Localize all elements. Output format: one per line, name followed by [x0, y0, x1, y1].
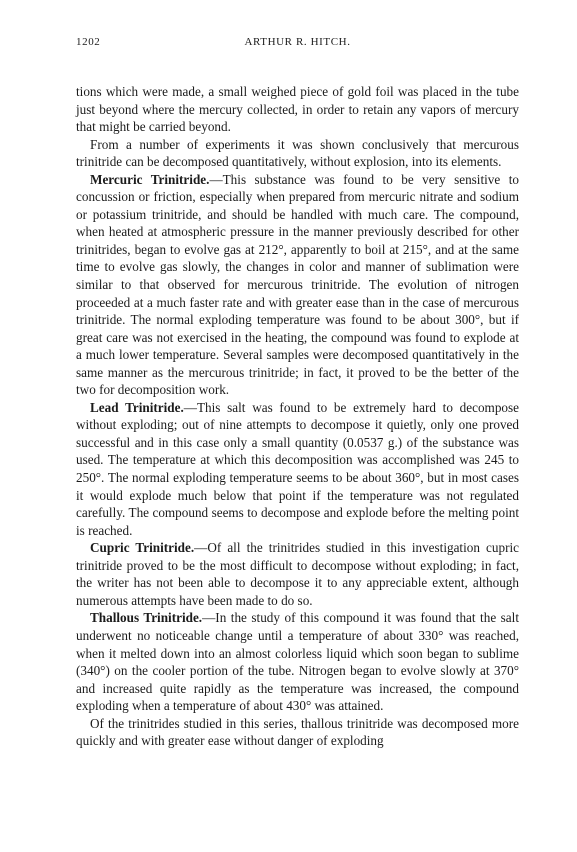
section-heading: Mercuric Trinitride. — [90, 171, 210, 187]
paragraph — [76, 136, 519, 171]
paragraph-text: Of the trinitrides studied in this series, thallous trinitride was decomposed more quickly and with greater ease without danger of exploding — [76, 715, 519, 749]
running-head: ARTHUR R. HITCH. — [244, 36, 351, 48]
paragraph — [76, 609, 519, 714]
paragraph — [76, 399, 519, 539]
section-heading: Lead Trinitride. — [90, 399, 184, 415]
section-heading: Cupric Trinitride. — [90, 540, 195, 556]
paragraph — [76, 539, 519, 609]
paragraph-text: —This substance was found to be very sensitive to concussion or friction, especially when prepared from mercuric nitrate and sodium or potassium trinitride, and should be handled with much care. The compound, when heated at atmospheric pressure in the manner previously described for other trinitrides, began to evolve gas at 212°, apparently to boil at 215°, and at the same time to evolve gas slowly, the changes in color and manner of sublimation were similar to that observed for mercurous trinitride. The evolution of nitrogen proceeded at a much faster rate and with greater ease than in the case of mercurous trinitride. The normal exploding temperature was found to be about 300°, but if great care was not exercised in the heating, the compound was found to explode at a much lower temperature. Several samples were decomposed quantitatively in the same manner as the mercurous trinitride; in fact, it proved to be the better of the two for decomposition work. — [76, 171, 519, 398]
paragraph-text: From a number of experiments it was shown conclusively that mercurous trinitride can be decomposed quantitatively, without explosion, into its elements. — [76, 136, 519, 170]
paragraph-text: —This salt was found to be extremely hard to decompose without exploding; out of nine attempts to decompose it quietly, only one proved successful and in this case only a small quantity (0.0537 g.) of the substance was used. The temperature at which this decomposition was accomplished was 245 to 250°. The normal exploding temperature seems to be about 360°, but in most cases it would explode much below that point if the temperature was not regulated carefully. The compound seems to decompose and explode before the melting point is reached. — [76, 399, 519, 538]
paragraph-text: tions which were made, a small weighed piece of gold foil was placed in the tube just beyond where the mercury collected, in order to retain any vapors of mercury that might be carried beyond. — [76, 84, 519, 135]
paragraph-text: —In the study of this compound it was found that the salt underwent no noticeable change until a temperature of about 330° was reached, when it melted down into an almost colorless liquid which soon began to sublime (340°) on the cooler portion of the tube. Nitrogen began to evolve slowly at 370° and increased quite rapidly as the temperature was increased, the compound exploding when a temperature of about 430° was attained. — [76, 610, 519, 714]
section-heading: Thallous Trinitride. — [90, 610, 203, 626]
page-number: 1202 — [76, 36, 101, 48]
article-body — [76, 83, 519, 750]
paragraph — [76, 171, 519, 399]
paragraph — [76, 83, 519, 136]
paragraph-text: —Of all the trinitrides studied in this investigation cupric trinitride proved to be the most difficult to decompose without exploding; in fact, the writer has not been able to decompose it to any appreciable extent, although numerous attempts have been made to do so. — [76, 540, 519, 608]
page-header — [76, 36, 519, 54]
paragraph — [76, 715, 519, 750]
